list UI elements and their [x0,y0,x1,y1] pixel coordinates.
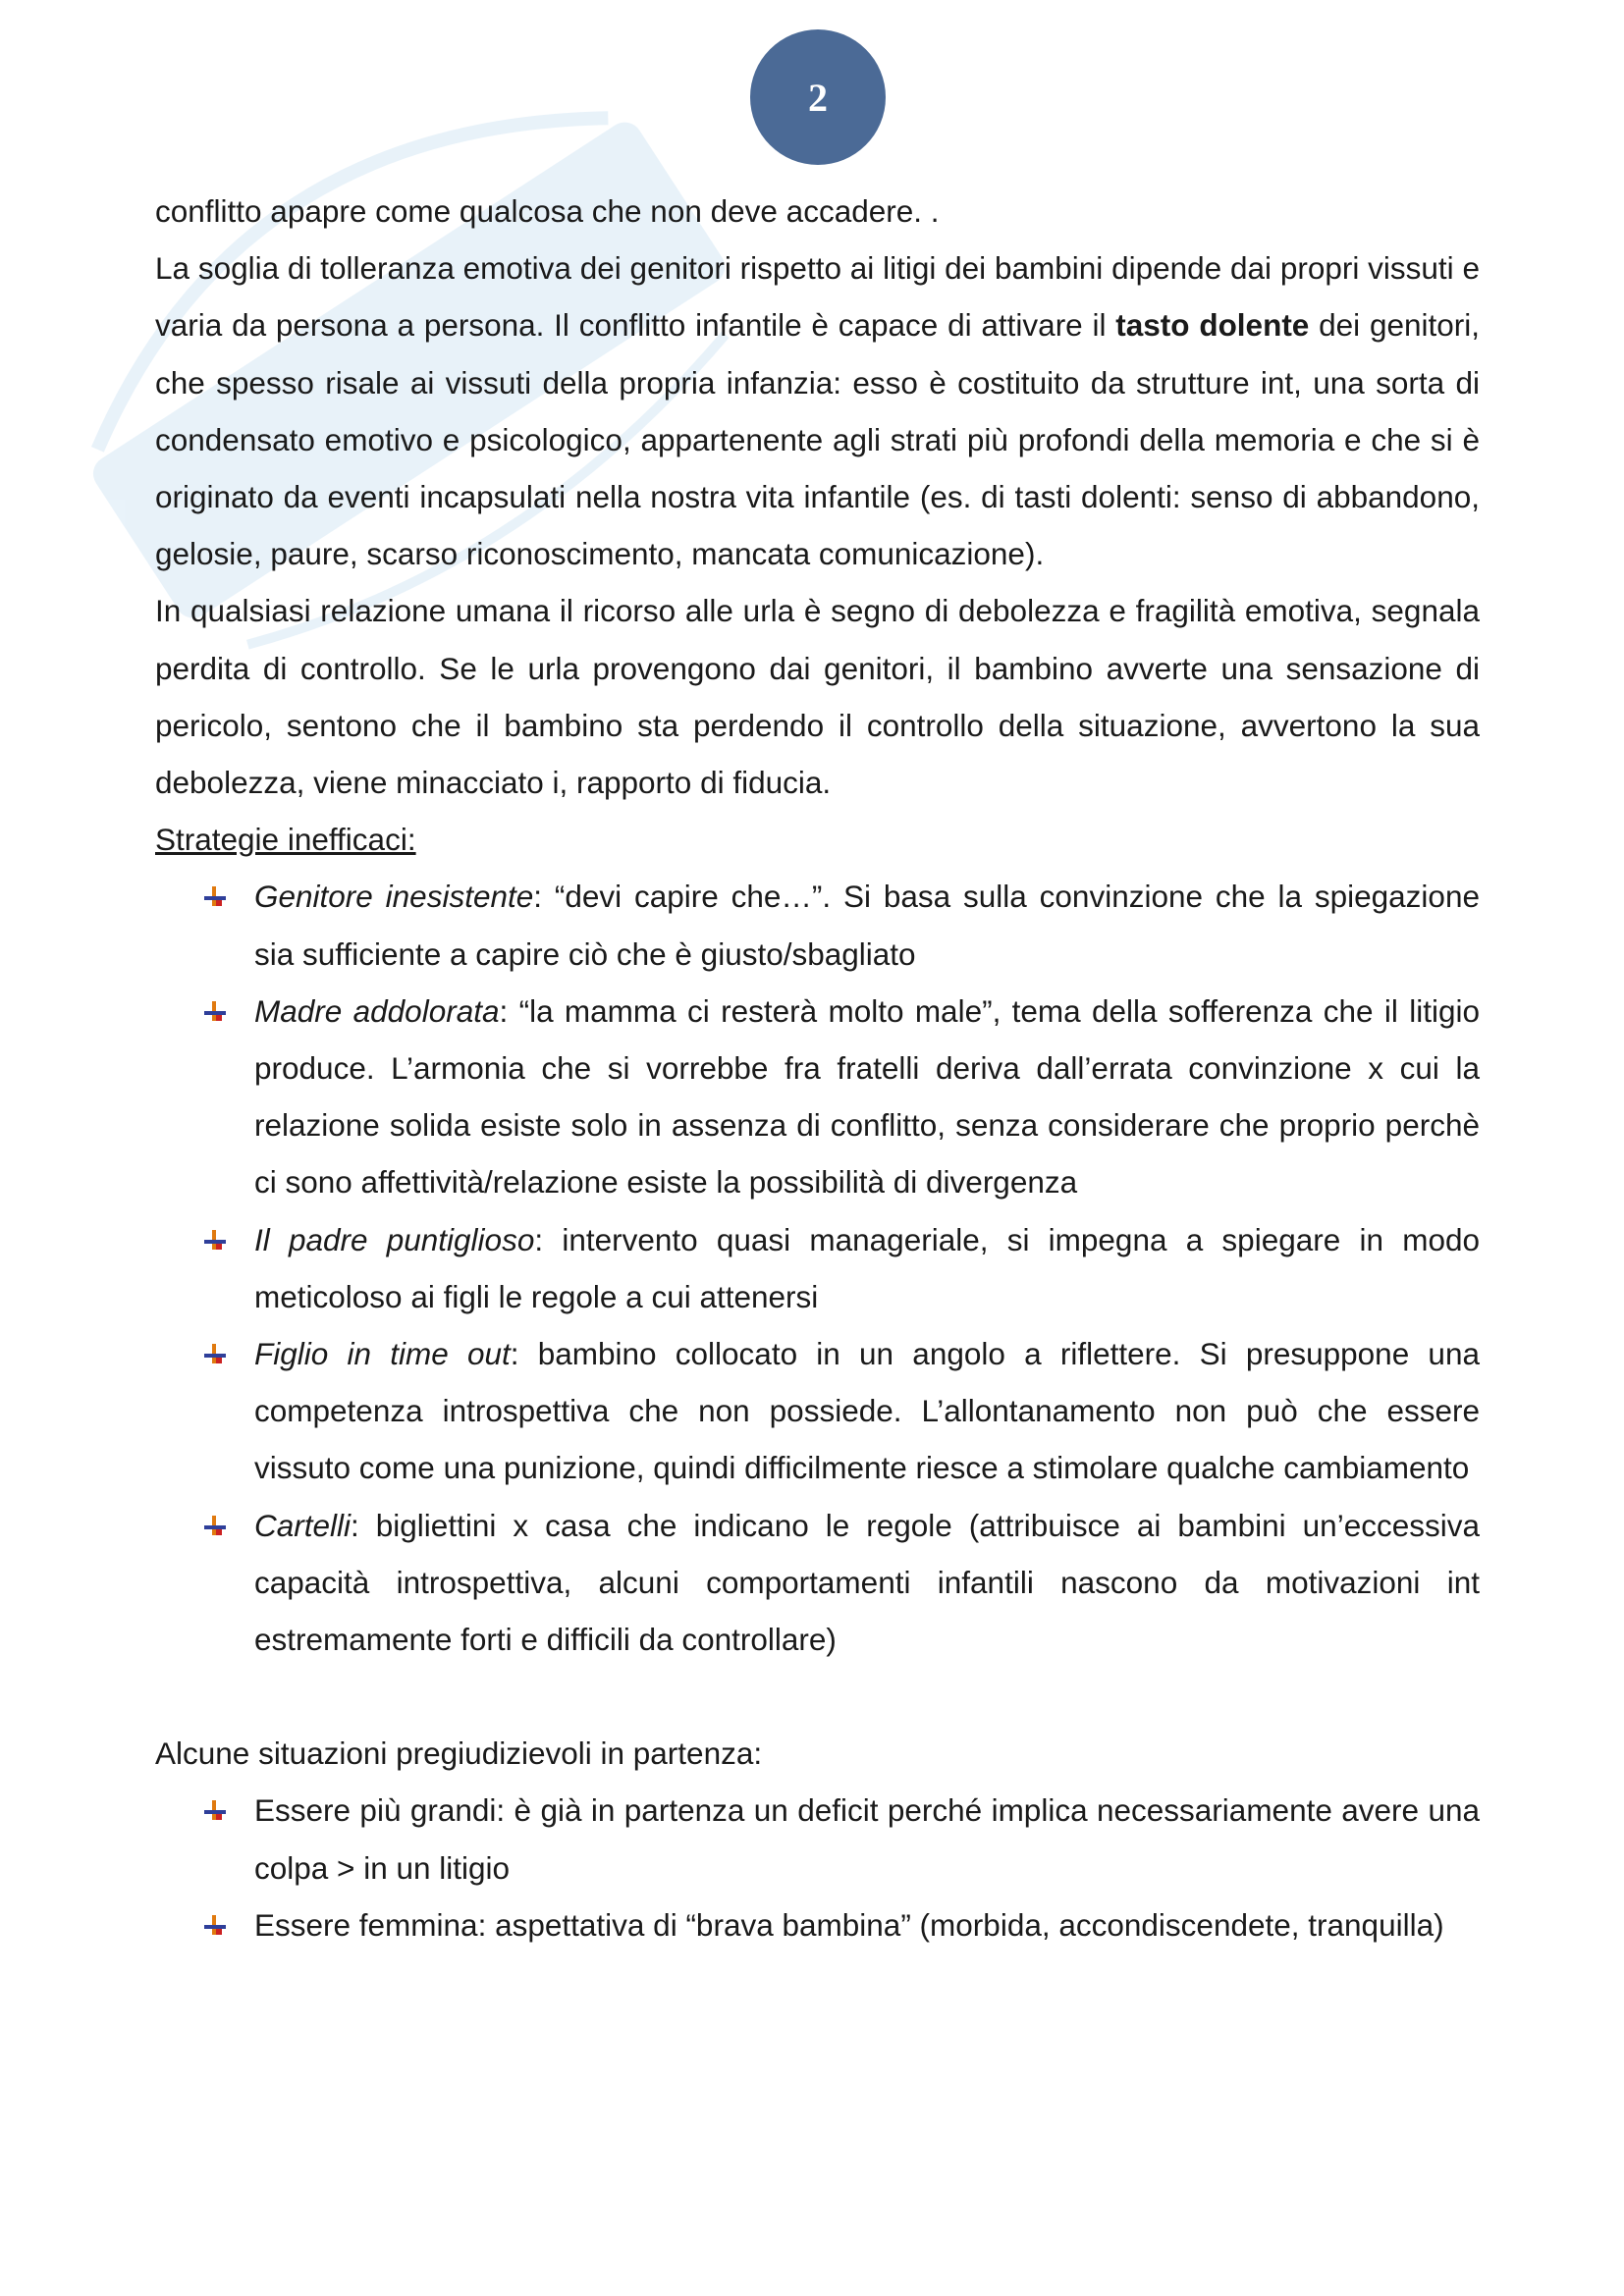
bullet-icon [204,1800,230,1822]
strategie-heading [155,811,1480,868]
list-item [155,1896,1480,1953]
strategy-text: : bambino collocato in un angolo a riflettere. Si presuppone una competenza introspettiva che non possiede. L’allontanamento non può che essere vissuto come una punizione, quindi difficilmente riesce a stimolare qualche cambiamento [254,1336,1480,1486]
bullet-icon [204,1344,230,1365]
list-item [155,868,1480,982]
page-number: 2 [808,75,828,120]
strategy-title: Cartelli [254,1507,352,1543]
bullet-icon [204,1001,230,1023]
strategy-title: Genitore inesistente [254,879,534,915]
strategy-text: : “la mamma ci resterà molto male”, tema della sofferenza che il litigio produce. L’armonia che si vorrebbe fra fratelli deriva dall’errata convinzione x cui la relazione solida esiste solo in assenza di conflitto, senza considerare che proprio perchè ci sono affettività/relazione esiste la possibilità di divergenza [254,992,1480,1201]
list-item [155,1497,1480,1669]
blank-line [155,1668,1480,1725]
list-item [155,1782,1480,1896]
situazioni-heading: Alcune situazioni pregiudizievoli in partenza: [155,1735,763,1772]
strategy-title: Figlio in time out [254,1336,511,1372]
document-body [155,183,1480,1953]
paragraph-2 [155,240,1480,582]
paragraph-1: conflitto apapre come qualcosa che non deve accadere. . [155,193,940,229]
page-number-badge [750,29,886,165]
strategy-title: Il padre puntiglioso [254,1221,535,1257]
list-item [155,1211,1480,1325]
strategie-list [155,868,1480,1668]
strategy-title: Madre addolorata [254,992,500,1029]
situazioni-list [155,1782,1480,1953]
situation-text: Essere femmina: aspettativa di “brava bambina” (morbida, accondiscendete, tranquilla) [254,1906,1444,1943]
bullet-icon [204,1915,230,1937]
bullet-icon [204,1230,230,1252]
paragraph-2-text-b: dei genitori, che spesso risale ai vissuti della propria infanzia: esso è costituito da strutture int, una sorta di condensato emotivo e psicologico, appartenente agli strati più profondi della memoria e che si è originato da eventi incapsulati nella nostra vita infantile (es. di tasti dolenti: senso di abbandono, gelosie, paure, scarso riconoscimento, mancata comunicazione). [155,307,1481,572]
list-item [155,1325,1480,1497]
paragraph-2-text-a: La soglia di tolleranza emotiva dei genitori rispetto ai litigi dei bambini dipende dai propri vissuti e varia da persona a persona. Il conflitto infantile è capace di attivare il [155,250,1480,344]
strategie-heading-text: Strategie inefficaci: [155,822,416,858]
paragraph-2-bold-term: tasto dolente [1115,307,1310,344]
paragraph-3: In qualsiasi relazione umana il ricorso alle urla è segno di debolezza e fragilità emotiva, segnala perdita di controllo. Se le urla provengono dai genitori, il bambino avverte una sensazione di pericolo, sentono che il bambino sta perdendo il controllo della situazione, avvertono la sua debolezza, viene minacciato i, rapporto di fiducia. [155,593,1480,801]
strategy-text: : bigliettini x casa che indicano le regole (attribuisce ai bambini un’eccessiva capacità introspettiva, alcuni comportamenti infantili nascono da motivazioni int estremamente forti e difficili da controllare) [254,1507,1480,1658]
strategy-text: : “devi capire che…”. Si basa sulla convinzione che la spiegazione sia sufficiente a capire ciò che è giusto/sbagliato [254,879,1480,972]
bullet-icon [204,886,230,908]
strategy-text: : intervento quasi manageriale, si impegna a spiegare in modo meticoloso ai figli le regole a cui attenersi [254,1221,1480,1314]
bullet-icon [204,1516,230,1537]
situation-text: Essere più grandi: è già in partenza un deficit perché implica necessariamente avere una colpa > in un litigio [254,1792,1480,1886]
list-item [155,983,1480,1211]
